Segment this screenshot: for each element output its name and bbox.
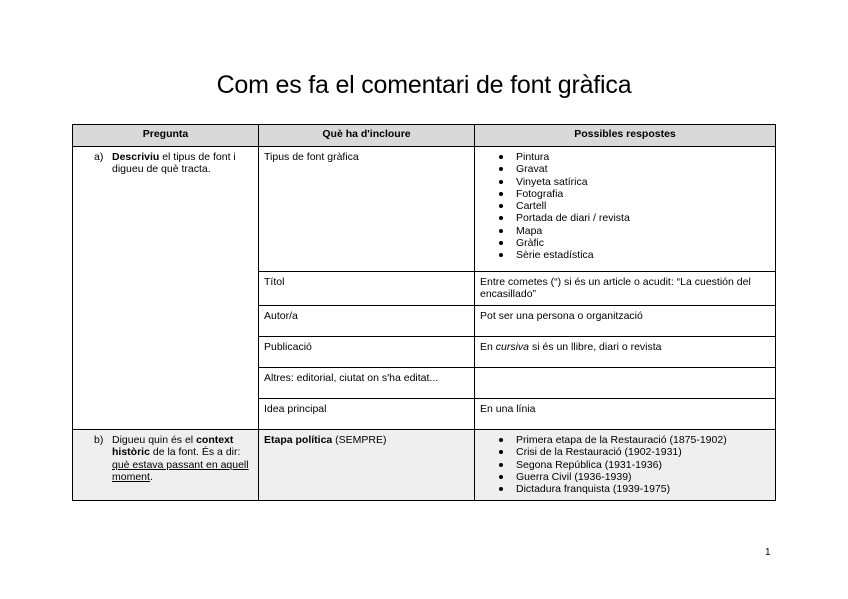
include-rest: (SEMPRE): [332, 434, 387, 446]
include-cell: Títol: [259, 272, 475, 306]
table-header-row: [73, 125, 776, 147]
include-cell: [259, 430, 475, 501]
question-b-post: .: [149, 470, 153, 483]
question-b-mid: de la font. És a dir:: [149, 446, 241, 459]
answer-cell: [475, 368, 776, 399]
commentary-table: [72, 124, 776, 501]
list-item: Primera etapa de la Restauració (1875-1902): [516, 434, 770, 446]
list-item: Mapa: [516, 225, 770, 237]
include-cell: Tipus de font gràfica: [259, 147, 475, 272]
table-row: [73, 430, 776, 501]
answer-italic: cursiva: [495, 341, 530, 353]
answer-cell: [475, 147, 776, 272]
question-b-cell: [73, 430, 259, 501]
answer-cell: Entre cometes (“) si és un article o acudit: “La cuestión del encasillado”: [475, 272, 776, 306]
answer-cell: [475, 337, 776, 368]
list-item: Vinyeta satírica: [516, 176, 770, 188]
include-cell: Publicació: [259, 337, 475, 368]
header-que-ha-dincloure: Què ha d'incloure: [259, 125, 475, 147]
table-row: [73, 147, 776, 272]
answer-cell: Pot ser una persona o organització: [475, 306, 776, 337]
page-number: 1: [765, 547, 771, 558]
list-item: Pintura: [516, 151, 770, 163]
include-cell: Altres: editorial, ciutat on s'ha editat...: [259, 368, 475, 399]
question-b-label: b): [94, 434, 104, 446]
question-a-cell: [73, 147, 259, 430]
list-item: Guerra Civil (1936-1939): [516, 471, 770, 483]
question-a-label: a): [94, 151, 104, 163]
question-a-bold: Descriviu: [112, 151, 160, 163]
answer-cell: En una línia: [475, 399, 776, 430]
question-a-text: [112, 151, 253, 176]
answer-pre: En: [480, 341, 496, 353]
list-item: Segona República (1931-1936): [516, 459, 770, 471]
list-item: Gravat: [516, 163, 770, 175]
list-item: Cartell: [516, 200, 770, 212]
include-cell: Autor/a: [259, 306, 475, 337]
question-b-bold: context històric: [112, 434, 234, 459]
list-item: Portada de diari / revista: [516, 212, 770, 224]
header-pregunta: Pregunta: [73, 125, 259, 147]
question-a-rest: el tipus de font i digueu de què tracta.: [112, 151, 236, 176]
list-item: Gràfic: [516, 237, 770, 249]
answer-post: si és un llibre, diari o revista: [529, 341, 662, 353]
include-bold: Etapa política: [264, 434, 333, 446]
question-b-text: [112, 434, 253, 483]
include-cell: Idea principal: [259, 399, 475, 430]
question-b-underlined: què estava passant en aquell moment: [112, 458, 249, 483]
header-possibles-respostes: Possibles respostes: [475, 125, 776, 147]
font-types-list: [480, 151, 770, 262]
political-stages-list: [480, 434, 770, 495]
document-title: Com es fa el comentari de font gràfica: [216, 71, 632, 99]
list-item: Sèrie estadística: [516, 249, 770, 261]
list-item: Fotografia: [516, 188, 770, 200]
list-item: Crisi de la Restauració (1902-1931): [516, 446, 770, 458]
answer-cell: [475, 430, 776, 501]
question-b-pre: Digueu quin és el: [112, 434, 197, 446]
list-item: Dictadura franquista (1939-1975): [516, 483, 770, 495]
